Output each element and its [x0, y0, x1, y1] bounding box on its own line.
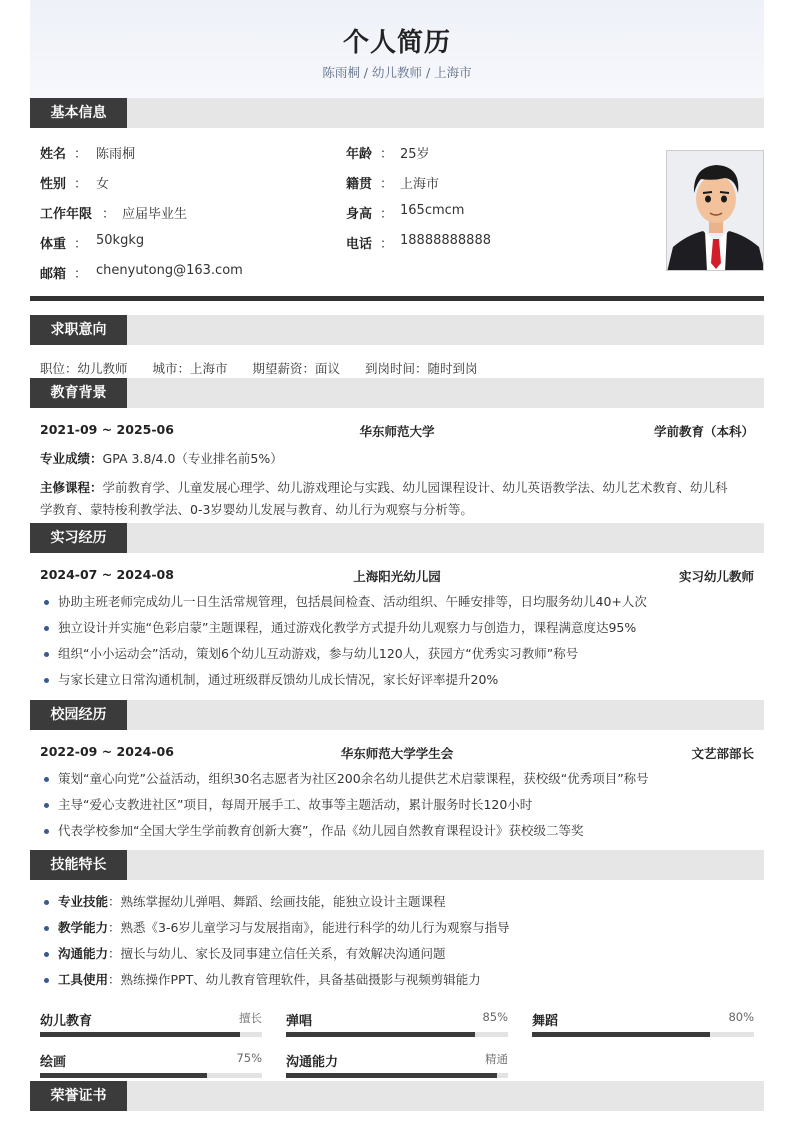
skill-bar-label: 擅长 [239, 1011, 262, 1025]
section-education [30, 378, 764, 408]
skill-key: 沟通能力 [58, 946, 109, 961]
skill-key: 专业技能 [58, 894, 109, 909]
edu-courses [40, 477, 760, 521]
avatar-photo [666, 150, 764, 271]
edu-course-value: 学前教育学、儿童发展心理学、幼儿游戏理论与实践、幼儿园课程设计、幼儿英语教学法、幼儿艺术教育、幼儿科 [102, 480, 728, 495]
resume-page [30, 0, 764, 1123]
section-job-intent [30, 315, 764, 345]
internship-list [30, 589, 764, 693]
section-label: 技能特长 [30, 850, 127, 880]
name-value: 陈雨桐 [96, 147, 136, 162]
edu-score-key: 专业成绩： [40, 451, 103, 466]
section-label: 教育背景 [30, 378, 127, 408]
avatar-icon [667, 151, 764, 271]
skill-bar [40, 1051, 262, 1081]
skill-bar-name: 弹唱 [286, 1014, 313, 1029]
gender-value: 女 [96, 177, 110, 192]
skill-bar-track [286, 1073, 508, 1078]
skill-key: 教学能力 [58, 920, 109, 935]
skill-bar-label: 85% [482, 1010, 508, 1024]
phone-value: 18888888888 [400, 233, 491, 248]
skill-bar-fill [40, 1073, 207, 1078]
skill-bar-label: 精通 [485, 1052, 508, 1066]
job-intent-line: 职位：幼儿教师 城市：上海市 期望薪资：面议 到岗时间：随时到岗 [40, 361, 478, 376]
edu-school: 华东师范大学 [359, 424, 435, 439]
section-label: 求职意向 [30, 315, 127, 345]
skill-bar-name: 绘画 [40, 1055, 67, 1070]
skill-bar [40, 1010, 262, 1040]
skill-bar-fill [286, 1073, 497, 1078]
intern-date: 2024-07 ~ 2024-08 [40, 567, 174, 582]
list-item: 组织“小小运动会”活动，策划6个幼儿互动游戏，参与幼儿120人，获园方“优秀实习教师”称号 [30, 641, 764, 667]
email-value: chenyutong@163.com [96, 263, 243, 278]
colon: ： [380, 177, 394, 192]
edu-score-value: GPA 3.8/4.0（专业排名前5%） [102, 451, 283, 466]
colon: ： [380, 147, 394, 162]
skill-bar-track [532, 1032, 754, 1037]
list-item: 与家长建立日常沟通机制，通过班级群反馈幼儿成长情况，家长好评率提升20% [30, 667, 764, 693]
skill-bar [532, 1010, 754, 1040]
skill-bar-fill [286, 1032, 475, 1037]
skill-bar-name: 沟通能力 [286, 1055, 339, 1070]
edu-course-value-cont: 学教育、蒙特梭利教学法、0-3岁婴幼儿发展与教育、幼儿行为观察与分析等。 [40, 502, 473, 517]
height-key: 身高 [346, 207, 373, 222]
edu-major: 学前教育（本科） [653, 424, 754, 439]
email-key: 邮箱 [40, 267, 67, 282]
edu-course-key: 主修课程： [40, 480, 103, 495]
section-skills [30, 850, 764, 880]
campus-date: 2022-09 ~ 2024-06 [40, 744, 174, 759]
skill-bar-fill [40, 1032, 240, 1037]
list-item [30, 967, 764, 993]
skill-bar-track [286, 1032, 508, 1037]
section-label: 基本信息 [30, 98, 127, 128]
skill-desc: ：熟悉《3-6岁儿童学习与发展指南》，能进行科学的幼儿行为观察与指导 [108, 920, 510, 935]
education-header [40, 422, 754, 442]
divider [30, 296, 764, 301]
intern-org: 上海阳光幼儿园 [353, 569, 441, 584]
colon: ： [74, 267, 88, 282]
skill-bar-label: 75% [236, 1051, 262, 1065]
edu-score [40, 449, 283, 467]
colon: ： [74, 177, 88, 192]
list-item: 主导“爱心支教进社区”项目，每周开展手工、故事等主题活动，累计服务时长120小时 [30, 792, 764, 818]
section-label: 实习经历 [30, 523, 127, 553]
skill-bar-track [40, 1032, 262, 1037]
colon: ： [102, 207, 116, 222]
section-label: 荣誉证书 [30, 1081, 127, 1111]
list-item [30, 915, 764, 941]
campus-role: 文艺部部长 [691, 746, 754, 761]
skill-desc: ：擅长与幼儿、家长及同事建立信任关系，有效解决沟通问题 [108, 946, 446, 961]
phone-key: 电话 [346, 237, 373, 252]
years-key: 工作年限 [40, 207, 93, 222]
age-value: 25岁 [400, 147, 430, 162]
years-value: 应届毕业生 [122, 207, 188, 222]
skill-bar-label: 80% [728, 1010, 754, 1024]
colon: ： [74, 237, 88, 252]
skill-bar-fill [532, 1032, 710, 1037]
section-basic-info [30, 98, 764, 128]
intern-role: 实习幼儿教师 [678, 569, 754, 584]
height-value: 165cmcm [400, 203, 465, 218]
section-honors [30, 1081, 764, 1111]
skill-bar [286, 1010, 508, 1040]
weight-value: 50kgkg [96, 233, 145, 248]
skills-list [30, 889, 764, 993]
list-item: 策划“童心向党”公益活动，组织30名志愿者为社区200余名幼儿提供艺术启蒙课程，获校级“优秀项目”称号 [30, 766, 764, 792]
skill-key: 工具使用 [58, 972, 109, 987]
skill-bar-track [40, 1073, 262, 1078]
colon: ： [380, 237, 394, 252]
skill-bar-name: 舞蹈 [532, 1014, 559, 1029]
colon: ： [380, 207, 394, 222]
internship-header [40, 567, 754, 587]
list-item [30, 941, 764, 967]
campus-org: 华东师范大学学生会 [340, 746, 454, 761]
section-label: 校园经历 [30, 700, 127, 730]
list-item: 代表学校参加“全国大学生学前教育创新大赛”，作品《幼儿园自然教育课程设计》获校级二等奖 [30, 818, 764, 844]
name-key: 姓名 [40, 147, 67, 162]
section-internship [30, 523, 764, 553]
resume-header [30, 0, 764, 98]
list-item [30, 889, 764, 915]
skill-bar-name: 幼儿教育 [40, 1014, 93, 1029]
skill-bar [286, 1051, 508, 1081]
origin-key: 籍贯 [346, 177, 373, 192]
colon: ： [74, 147, 88, 162]
list-item: 独立设计并实施“色彩启蒙”主题课程，通过游戏化教学方式提升幼儿观察力与创造力，课程满意度达95% [30, 615, 764, 641]
skill-desc: ：熟练操作PPT、幼儿教育管理软件，具备基础摄影与视频剪辑能力 [108, 972, 481, 987]
skill-desc: ：熟练掌握幼儿弹唱、舞蹈、绘画技能，能独立设计主题课程 [108, 894, 446, 909]
page-subtitle: 陈雨桐 / 幼儿教师 / 上海市 [322, 65, 472, 80]
age-key: 年龄 [346, 147, 373, 162]
section-campus [30, 700, 764, 730]
edu-date: 2021-09 ~ 2025-06 [40, 422, 174, 437]
gender-key: 性别 [40, 177, 67, 192]
page-title: 个人简历 [342, 28, 451, 58]
campus-header [40, 744, 754, 764]
campus-list [30, 766, 764, 844]
weight-key: 体重 [40, 237, 67, 252]
list-item: 协助主班老师完成幼儿一日生活常规管理，包括晨间检查、活动组织、午睡安排等，日均服务幼儿40+人次 [30, 589, 764, 615]
origin-value: 上海市 [400, 177, 440, 192]
